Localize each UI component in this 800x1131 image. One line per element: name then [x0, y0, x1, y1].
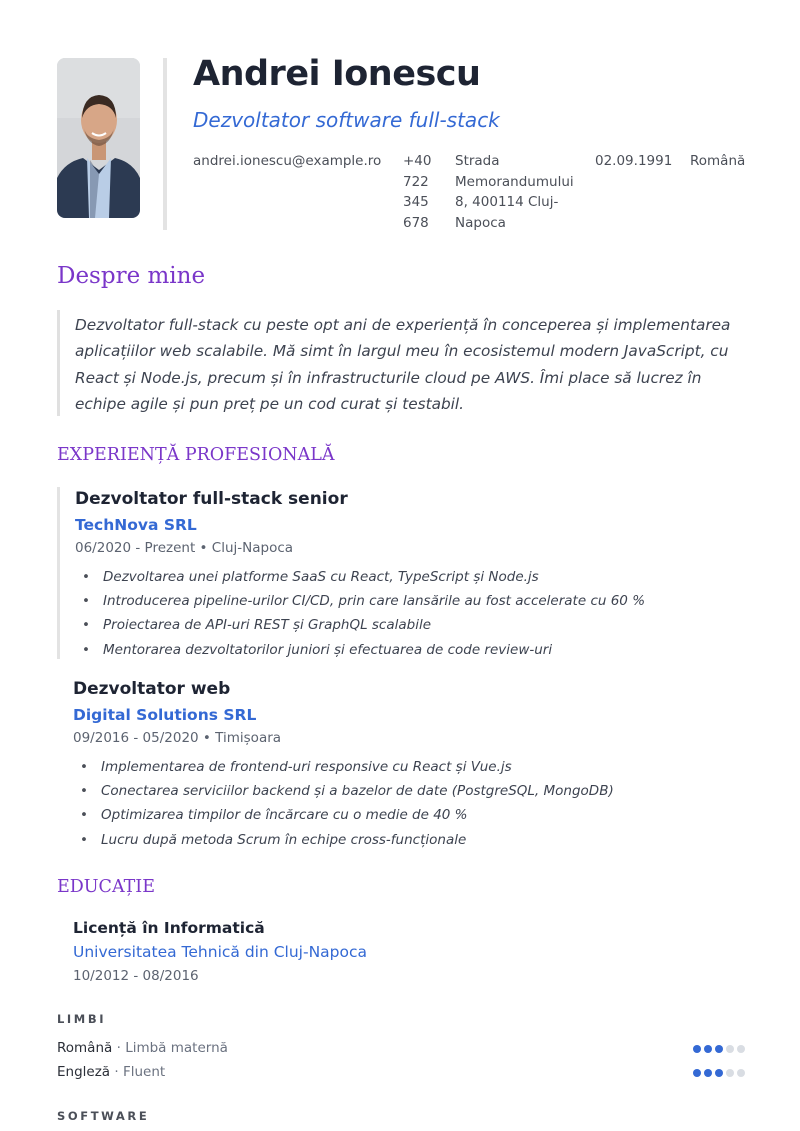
list-item: • Lucru după metoda Scrum în echipe cross-funcționale	[73, 828, 614, 852]
birth-date-text: 02.09.1991	[595, 153, 673, 169]
language-separator: ·	[116, 1040, 121, 1056]
rating-dot	[737, 1045, 745, 1053]
job-highlight-bar	[57, 487, 60, 659]
about-quote-bar	[57, 310, 60, 416]
address-text: Strada Memorandumului 8, 400114 Cluj-Napoca	[455, 153, 574, 231]
job-2-bullets	[73, 755, 614, 852]
email-text: andrei.ionescu@example.ro	[193, 153, 382, 169]
rating-dot	[693, 1045, 701, 1053]
language-rating	[693, 1069, 745, 1079]
phone-text: +40 722 345 678	[403, 153, 432, 231]
rating-dot	[704, 1069, 712, 1077]
list-item: • Optimizarea timpilor de încărcare cu o medie de 40 %	[73, 803, 614, 827]
rating-dot	[715, 1069, 723, 1077]
rating-dot	[693, 1069, 701, 1077]
education-school: Universitatea Tehnică din Cluj-Napoca	[73, 943, 368, 961]
rating-dot	[715, 1045, 723, 1053]
job-title: Dezvoltator software full-stack	[193, 108, 500, 132]
education-degree: Licență în Informatică	[73, 919, 265, 937]
about-heading: Despre mine	[57, 263, 206, 289]
list-item: • Conectarea serviciilor backend și a bazelor de date (PostgreSQL, MongoDB)	[73, 779, 614, 803]
rating-dot	[737, 1069, 745, 1077]
language-row	[57, 1040, 745, 1060]
candidate-name: Andrei Ionescu	[193, 54, 481, 94]
rating-dot	[726, 1069, 734, 1077]
job-1-title: Dezvoltator full-stack senior	[75, 489, 348, 509]
about-text: Dezvoltator full-stack cu peste opt ani de experiență în conceperea și implementarea aplicațiilor web scalabile. Mă simt în largul meu în ecosistemul modern JavaScript, cu React și Node.js, precum și în infrastructurile cloud pe AWS. Îmi place să lucrez în echipe agile și pun preț pe un cod curat și testabil.	[75, 316, 731, 413]
language-row	[57, 1064, 745, 1084]
languages-heading: LIMBI	[57, 1012, 107, 1026]
language-level: Limbă maternă	[125, 1040, 228, 1056]
nationality-text: Română	[690, 153, 746, 169]
job-1-company: TechNova SRL	[75, 516, 197, 534]
list-item: • Mentorarea dezvoltatorilor juniori și efectuarea de code review-uri	[75, 638, 645, 662]
experience-heading: EXPERIENȚĂ PROFESIONALĂ	[57, 445, 335, 465]
profile-photo	[57, 58, 140, 218]
language-name: Engleză	[57, 1064, 111, 1080]
language-level: Fluent	[122, 1064, 166, 1080]
list-item: • Introducerea pipeline-urilor CI/CD, prin care lansările au fost accelerate cu 60 %	[75, 589, 645, 613]
job-1-bullets	[75, 565, 645, 662]
job-2-company: Digital Solutions SRL	[73, 706, 257, 724]
list-item: • Implementarea de frontend-uri responsive cu React și Vue.js	[73, 755, 614, 779]
job-1-meta: 06/2020 - Prezent • Cluj-Napoca	[75, 540, 294, 556]
software-heading: SOFTWARE	[57, 1109, 150, 1123]
list-item: • Proiectarea de API-uri REST și GraphQL scalabile	[75, 613, 645, 637]
language-separator: ·	[114, 1064, 119, 1080]
language-name: Română	[57, 1040, 113, 1056]
job-2-title: Dezvoltator web	[73, 679, 231, 699]
header-divider	[163, 58, 167, 230]
education-dates: 10/2012 - 08/2016	[73, 968, 199, 984]
education-heading: EDUCAȚIE	[57, 877, 155, 897]
list-item: • Dezvoltarea unei platforme SaaS cu React, TypeScript și Node.js	[75, 565, 645, 589]
language-rating	[693, 1045, 745, 1055]
rating-dot	[726, 1045, 734, 1053]
rating-dot	[704, 1045, 712, 1053]
job-2-meta: 09/2016 - 05/2020 • Timișoara	[73, 730, 282, 746]
